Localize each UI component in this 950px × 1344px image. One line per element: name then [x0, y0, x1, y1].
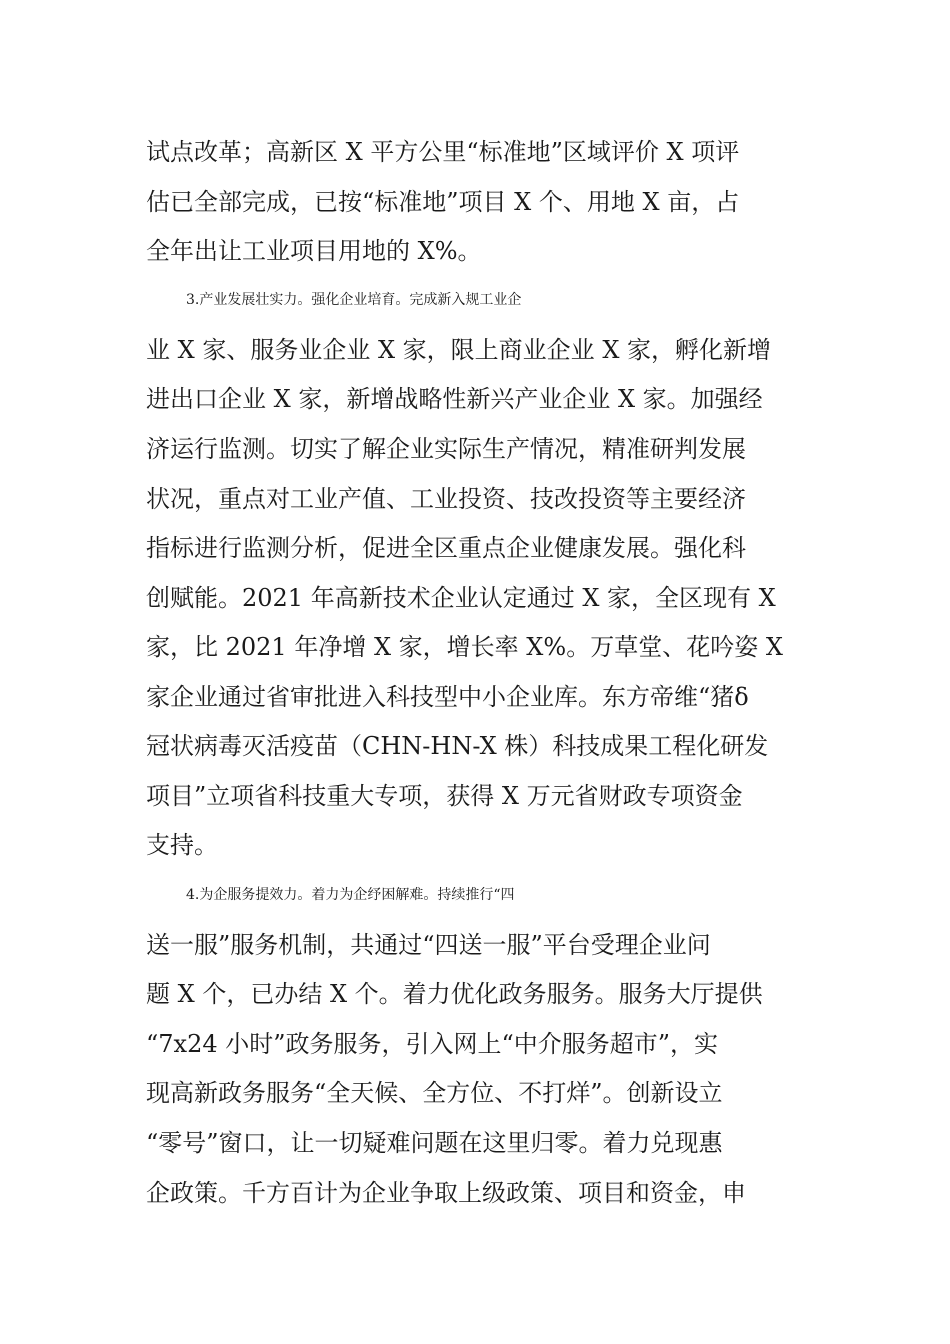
text-line: 现高新政务服务“全天候、全方位、不打烊”。创新设立 — [146, 1079, 723, 1107]
section-heading-line: 4.为企服务提效力。着力为企纾困解难。持续推行“四 — [186, 887, 515, 903]
text-line: 题 X 个，已办结 X 个。着力优化政务服务。服务大厅提供 — [146, 980, 763, 1008]
text-line: 企政策。千方百计为企业争取上级政策、项目和资金，申 — [146, 1179, 746, 1207]
text-line: 家企业通过省审批进入科技型中小企业库。东方帝维“猪δ — [146, 683, 749, 711]
text-line: 指标进行监测分析，促进全区重点企业健康发展。强化科 — [146, 534, 746, 562]
text-line: 项目”立项省科技重大专项，获得 X 万元省财政专项资金 — [146, 782, 743, 810]
text-line: 冠状病毒灭活疫苗（CHN-HN-X 株）科技成果工程化研发 — [146, 732, 769, 760]
text-line: 业 X 家、服务业企业 X 家，限上商业企业 X 家，孵化新增 — [146, 336, 772, 364]
text-line: 试点改革；高新区 X 平方公里“标准地”区域评价 X 项评 — [146, 138, 740, 166]
text-line: “7x24 小时”政务服务，引入网上“中介服务超市”，实 — [146, 1030, 719, 1058]
text-line: 济运行监测。切实了解企业实际生产情况，精准研判发展 — [146, 435, 746, 463]
text-line: 支持。 — [146, 831, 218, 859]
text-line: 家，比 2021 年净增 X 家，增长率 X%。万草堂、花吟姿 X — [146, 633, 783, 661]
text-line: 状况，重点对工业产值、工业投资、技改投资等主要经济 — [146, 485, 746, 513]
text-line: 送一服”服务机制，共通过“四送一服”平台受理企业问 — [146, 931, 711, 959]
text-line: “零号”窗口，让一切疑难问题在这里归零。着力兑现惠 — [146, 1129, 723, 1157]
text-line: 全年出让工业项目用地的 X%。 — [146, 237, 482, 265]
text-line: 进出口企业 X 家，新增战略性新兴产业企业 X 家。加强经 — [146, 385, 763, 413]
text-line: 估已全部完成，已按“标准地”项目 X 个、用地 X 亩，占 — [146, 188, 740, 216]
text-line: 创赋能。2021 年高新技术企业认定通过 X 家，全区现有 X — [146, 584, 776, 612]
section-heading-line: 3.产业发展壮实力。强化企业培育。完成新入规工业企 — [186, 292, 522, 308]
